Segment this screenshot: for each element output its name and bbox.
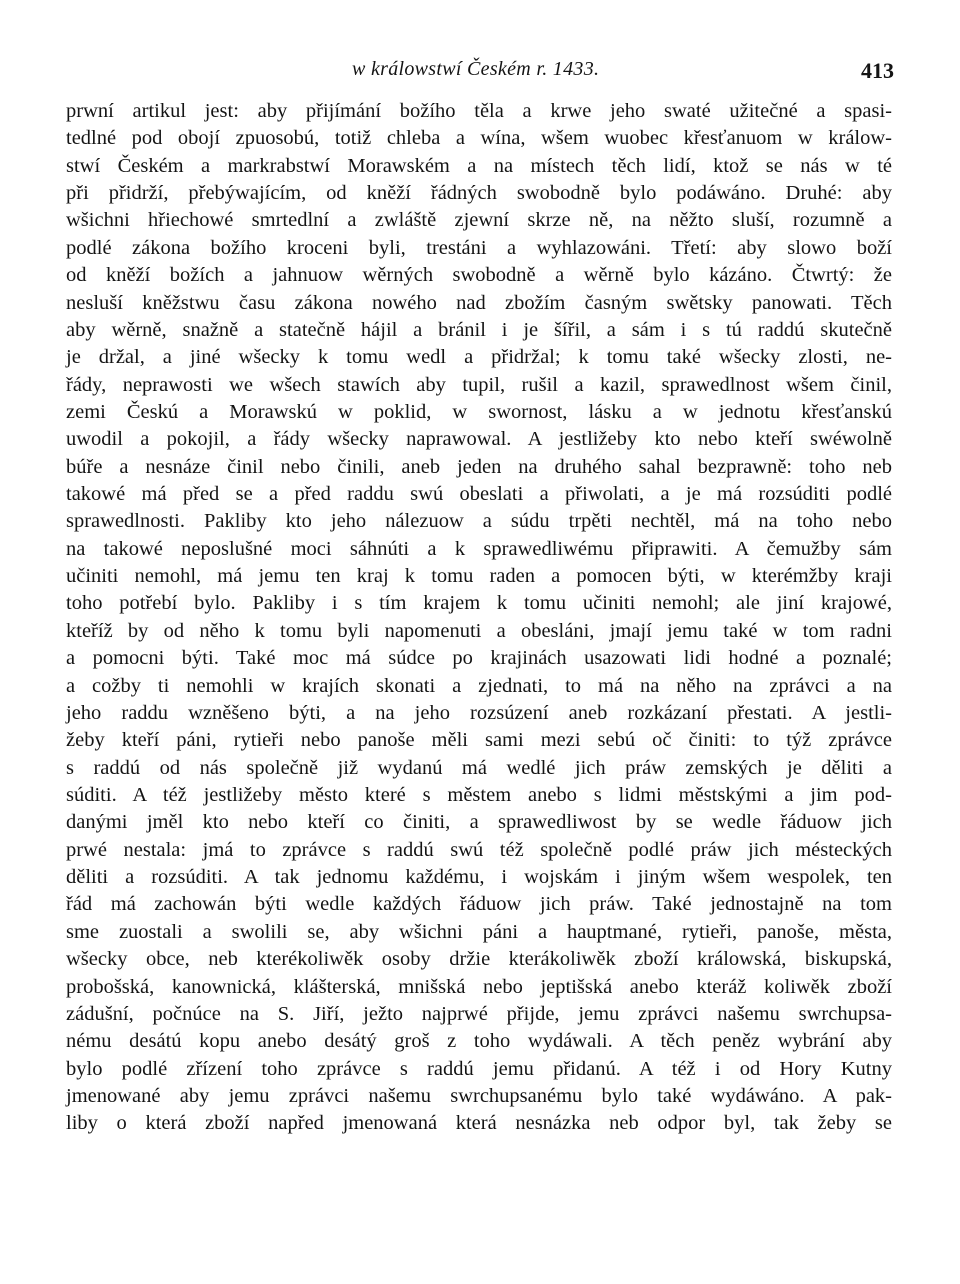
text-line: jeho raddu wzněšeno býti, a na jeho rozsúzení aneb rozkázaní přestati. A jestli- <box>66 701 892 724</box>
text-line: jmenowané aby jemu zprávci našemu swrchupsanému bylo také wydáwáno. A pak- <box>66 1084 892 1107</box>
text-line: prwé nestala: jmá to zprávce s raddú swú též společně podlé práw jich mésteckých <box>66 838 892 861</box>
text-line: učiniti nemohl, má jemu ten kraj k tomu raden a pomocen býti, w kterémžby kraji <box>66 565 892 588</box>
text-line: řád má zachowán býti wedle každých řáduow jich práw. Také jednostajně na tom <box>66 893 892 916</box>
text-line: s raddú od nás společně již wydanú má wedlé jich práw zemských je děliti a <box>66 756 892 779</box>
text-line: wšecky obce, neb kterékoliwěk osoby držie kterákoliwěk zboží králowská, biskupská, <box>66 948 892 971</box>
text-line: búře a nesnáze činil nebo činili, aneb jeden na druhého sahal bezprawně: toho neb <box>66 455 892 478</box>
text-line: aby wěrně, snažně a statečně hájil a bránil i je šířil, a sám i s tú raddú skutečně <box>66 318 892 341</box>
text-line: tedlné pod obojí zpuosobú, totiž chleba a wína, wšem wuobec křesťanuom w králow- <box>66 127 892 150</box>
text-line: nému desátú kopu anebo desátý groš z toho wydáwali. A těch peněz wybrání aby <box>66 1030 892 1053</box>
text-line: uwodil a pokojil, a řády wšecky naprawowal. A jestližeby kto nebo kteří swéwolně <box>66 428 892 451</box>
text-line: takowé má před se a před raddu swú obeslati a přiwolati, a je má rozsúditi podlé <box>66 483 892 506</box>
text-line: bylo podlé zřízení toho zprávce s raddú jemu přidanú. A též i od Hory Kutny <box>66 1057 892 1080</box>
text-line: kteříž by od něho k tomu byli napomenuti a obesláni, jmají jemu také w tom radni <box>66 619 892 642</box>
text-line: podlé zákona božího kroceni byli, trestáni a wyhlazowáni. Třetí: aby slowo boží <box>66 236 892 259</box>
text-line: zádušní, počnúce na S. Jiří, ježto najprwé přijde, jemu zprávci našemu swrchupsa- <box>66 1002 892 1025</box>
text-line: prwní artikul jest: aby přijímání božího těla a krwe jeho swaté užitečné a spasi- <box>66 100 892 122</box>
text-line: liby o která zboží napřed jmenowaná která nesnázka neb odpor byl, tak žeby se <box>66 1112 892 1135</box>
text-line: súditi. A též jestližeby město které s městem anebo s lidmi městskými a jim pod- <box>66 783 892 806</box>
text-line: danými jměl kto nebo kteří co činiti, a sprawedliwost by se wedle řáduow jich <box>66 811 892 834</box>
page-number: 413 <box>861 58 894 83</box>
text-line: probošská, kanownická, klášterská, mnišská nebo jeptišská anebo kteráž koliwěk zboží <box>66 975 892 998</box>
text-line: sme zuostali a swolili se, aby wšichni páni a hauptmané, rytieři, panoše, města, <box>66 920 892 943</box>
text-line: wšichni hřiechowé smrtedlní a zwláště zjewní skrze ně, na něžto sluší, rozumně a <box>66 209 892 232</box>
text-line: je držal, a jiné wšecky k tomu wedl a přidržal; k tomu také wšecky zlosti, ne- <box>66 346 892 369</box>
text-line: sprawedlnosti. Pakliby kto jeho nálezuow a súdu trpěti nechtěl, má na toho nebo <box>66 510 892 533</box>
text-line: nesluší kněžstwu času zákona nowého nad zbožím časným swětsky panowati. Těch <box>66 291 892 314</box>
text-line: stwí Českém a markrabstwí Morawském a na místech těch lidí, ktož se nás w té <box>66 154 892 177</box>
running-head <box>0 58 960 88</box>
text-line: toho potřebí bylo. Pakliby i s tím krajem k tomu učiniti nemohl; ale jiní krajowé, <box>66 592 892 615</box>
text-line: a cožby ti nemohli w krajích skonati a zjednati, to má na něho na zprávci a na <box>66 674 892 697</box>
text-line: od kněží božích a jahnuow wěrných swobodně a wěrně bylo kázáno. Čtwrtý: že <box>66 264 892 287</box>
text-line: zemi Českú a Morawskú w poklid, w swornost, lásku a w jednotu křesťanskú <box>66 400 892 423</box>
body-text <box>66 98 892 1138</box>
text-line: žeby kteří páni, rytieři nebo panoše měli sami mezi sebú oč činiti: to týž zprávce <box>66 729 892 752</box>
running-title: w králowstwí Českém r. 1433. <box>352 58 600 80</box>
text-line: řády, neprawosti we wšech stawích aby tupil, rušil a kazil, sprawedlnost wšem činil, <box>66 373 892 396</box>
text-line: a pomocni býti. Také moc má súdce po krajinách usazowati lidi hodné a poznalé; <box>66 647 892 670</box>
text-line: děliti a rozsúditi. A tak jednomu každému, i wojskám i jiným wšem wespolek, ten <box>66 866 892 889</box>
text-line: na takowé neposlušné moci sáhnúti a k sprawedliwému připrawiti. A čemužby sám <box>66 537 892 560</box>
text-line: při přidrží, přebýwajícím, od kněží řádných swobodně bylo podáwáno. Druhé: aby <box>66 182 892 205</box>
